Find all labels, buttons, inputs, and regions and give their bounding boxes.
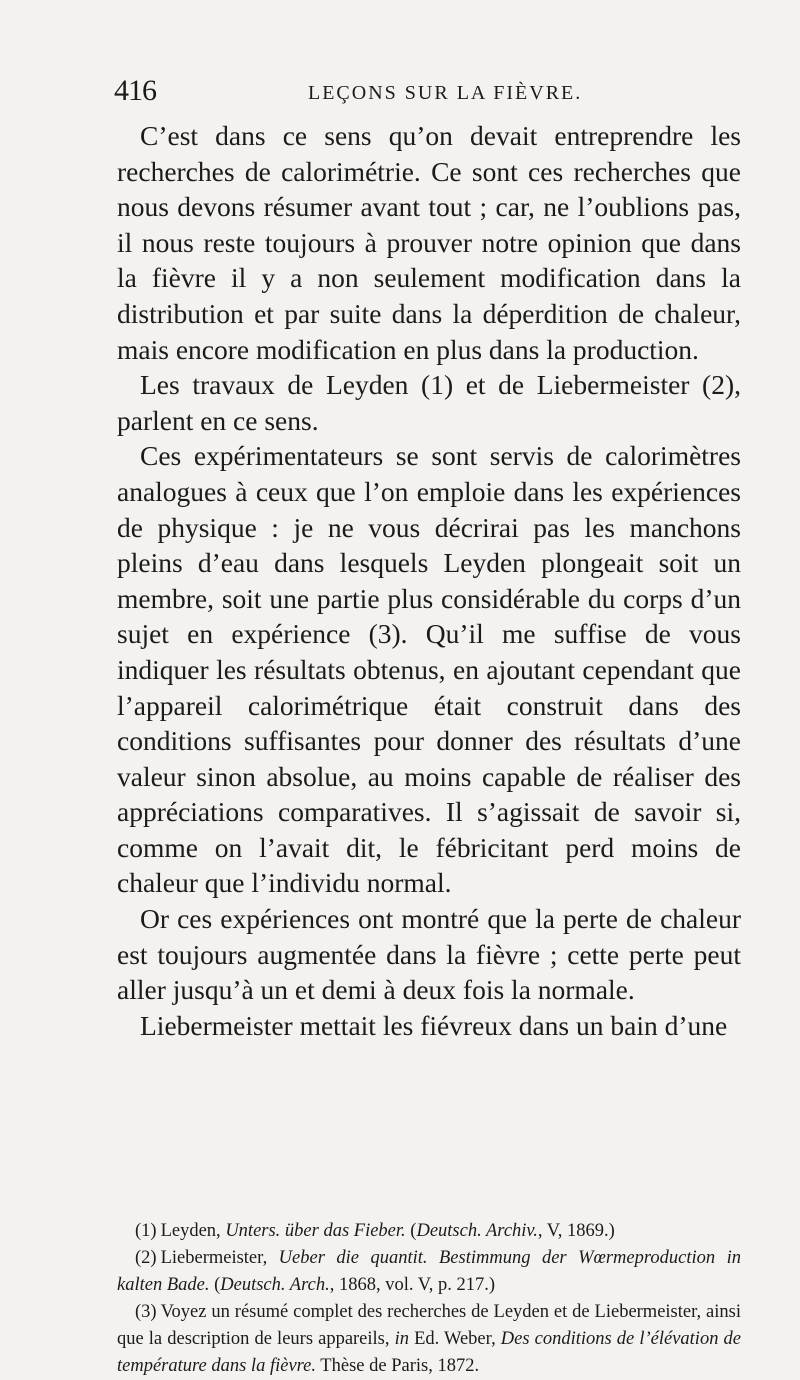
paragraph-leyden-liebermeister: Les travaux de Leyden (1) et de Liebermeister (2), parlent en ce sens. — [117, 369, 741, 436]
footnote-text: , V, 1869.) — [537, 1221, 615, 1241]
page-header — [114, 74, 744, 114]
footnotes — [117, 1218, 741, 1380]
footnote-3 — [117, 1299, 741, 1380]
footnote-text: , 1868, vol. V, p. 217.) — [329, 1275, 496, 1295]
running-title: LEÇONS SUR LA FIÈVRE. — [308, 82, 583, 104]
footnote-text: Voyez un résumé complet des recherches de Leyden et de Liebermeister, ainsi que la description de leurs appareils, — [117, 1302, 741, 1349]
footnote-marker: (2) — [135, 1248, 157, 1268]
paragraph-results: Or ces expériences ont montré que la perte de chaleur est toujours augmentée dans la fièvre ; cette perte peut aller jusqu’à un et demi à deux fois la normale. — [117, 903, 741, 1006]
footnote-text: ( — [405, 1221, 417, 1241]
footnote-text: Ed. Weber, — [408, 1329, 501, 1349]
body-text — [117, 118, 741, 1043]
paragraph-calorimetry-research: C’est dans ce sens qu’on devait entreprendre les recherches de calorimétrie. Ce sont ces recherches que nous devons résumer avant tout ; car, ne l’oublions pas, il nous reste toujours à prouver notre opinion que dans la fièvre il y a non seulement modification dans la distribution et par suite dans la déperdition de chaleur, mais encore modification en plus dans la production. — [117, 120, 741, 365]
page-number: 416 — [114, 74, 156, 107]
paragraph-experimenters: Ces expérimentateurs se sont servis de calorimètres analogues à ceux que l’on emploie dans les expériences de physique : je ne vous décrirai pas les manchons pleins d’eau dans lesquels Leyden plongeait soit un membre, soit une partie plus considérable du corps d’un sujet en expérience (3). Qu’il me suffise de vous indiquer les résultats obtenus, en ajoutant cependant que l’appareil calorimétrique était construit dans des conditions suffisantes pour donner des résultats d’une valeur sinon absolue, au moins capable de réaliser des appréciations comparatives. Il s’agissait de savoir si, comme on l’avait dit, le fébricitant perd moins de chaleur que l’individu normal. — [117, 440, 741, 899]
footnote-2 — [117, 1245, 741, 1299]
footnote-marker: (1) — [135, 1221, 157, 1241]
footnote-text: Liebermeister, — [160, 1248, 279, 1268]
paragraph-liebermeister-bath: Liebermeister mettait les fiévreux dans un bain d’une — [140, 1009, 728, 1041]
footnote-work-title: Ueber die quantit. Bestimmung der Wœrmeproduction in kalten Bade. — [117, 1248, 741, 1295]
footnote-work-title: Unters. über das Fieber. — [225, 1221, 406, 1241]
footnote-1 — [117, 1218, 741, 1245]
footnote-text: Thèse de Paris, 1872. — [316, 1356, 480, 1376]
footnote-journal-title: Deutsch. Arch. — [220, 1275, 330, 1295]
footnote-text: Leyden, — [160, 1221, 226, 1241]
footnote-thesis-title: Des conditions de l’élévation de température dans la fièvre. — [117, 1329, 741, 1376]
footnote-marker: (3) — [135, 1302, 157, 1322]
footnote-text: ( — [209, 1275, 221, 1295]
footnote-italic-word: in — [394, 1329, 409, 1349]
footnote-journal-title: Deutsch. Archiv. — [416, 1221, 538, 1241]
